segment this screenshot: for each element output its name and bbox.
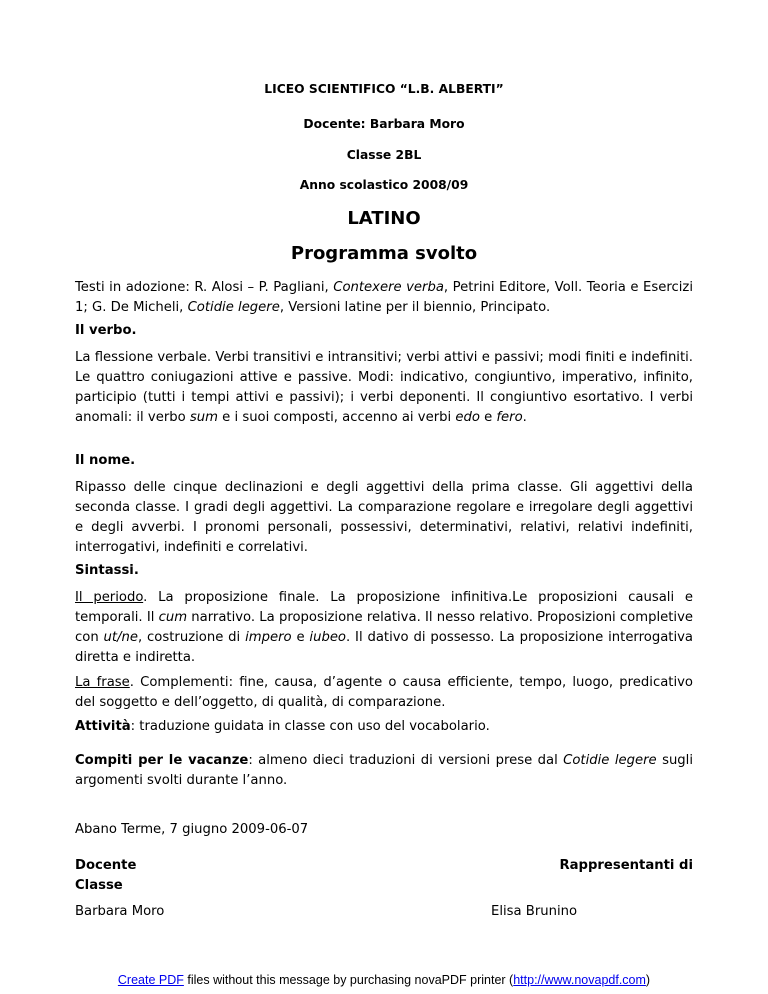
- frase-paragraph: [75, 673, 693, 713]
- school-year-line: Anno scolastico 2008/09: [299, 178, 469, 192]
- nome-heading: Il nome.: [75, 453, 136, 468]
- periodo-text-4: e: [291, 630, 310, 645]
- footer-text: files without this message by purchasing novaPDF printer (: [183, 973, 514, 987]
- verbo-text-3: e: [479, 410, 497, 425]
- teacher-line: Docente: Barbara Moro: [303, 117, 465, 131]
- textbooks-text-1: Testi in adozione: R. Alosi – P. Pagliani,: [75, 280, 334, 295]
- attivita-paragraph: [75, 717, 693, 737]
- docente-name: Barbara Moro: [75, 904, 165, 919]
- periodo-paragraph: [75, 588, 693, 668]
- attivita-label: Attività: [75, 719, 131, 734]
- sintassi-heading: Sintassi.: [75, 563, 139, 578]
- frase-label: La frase: [75, 675, 130, 690]
- place-date: Abano Terme, 7 giugno 2009-06-07: [75, 822, 309, 837]
- textbooks-text-3: , Versioni latine per il biennio, Principato.: [279, 300, 551, 315]
- periodo-text-5: . Il dativo di possesso. La proposizione interrogativa diretta e indiretta.: [75, 630, 693, 665]
- rappresentanti-label: Rappresentanti di: [559, 858, 693, 873]
- compiti-italic: Cotidie legere: [563, 753, 657, 768]
- verbo-text-2: e i suoi composti, accenno ai verbi: [217, 410, 456, 425]
- nome-text: Ripasso delle cinque declinazioni e degli aggettivi della prima classe. Gli aggettivi della seconda classe. I gradi degli aggettivi. La comparazione regolare e irregolare degli aggettivi e degli avverbi. I pronomi personali, possessivi, determinativi, relativi, relativi indefiniti, interrogativi, indefiniti e correlativi.: [75, 480, 693, 555]
- periodo-impero: impero: [245, 630, 292, 645]
- class-line: Classe 2BL: [346, 148, 422, 162]
- subject-title: LATINO: [347, 208, 421, 229]
- verbo-text-4: .: [522, 410, 527, 425]
- program-title: Programma svolto: [290, 243, 478, 264]
- textbooks-text-2: , Petrini Editore, Voll. Teoria e Esercizi 1; G. De Micheli,: [75, 280, 693, 315]
- verbo-edo: edo: [455, 410, 480, 425]
- textbooks-paragraph: [75, 278, 693, 318]
- verbo-fero: fero: [496, 410, 523, 425]
- docente-label: [75, 856, 136, 896]
- docente-label-line-1: Docente: [75, 858, 137, 873]
- periodo-iubeo: iubeo: [309, 630, 346, 645]
- nome-paragraph: [75, 478, 693, 558]
- compiti-paragraph: [75, 751, 693, 791]
- rappresentante-name: Elisa Brunino: [491, 904, 578, 919]
- periodo-text-2: narrativo. La proposizione relativa. Il nesso relativo. Proposizioni completive con: [75, 610, 693, 645]
- create-pdf-link[interactable]: Create PDF: [117, 973, 184, 987]
- periodo-utne: ut/ne: [103, 630, 138, 645]
- periodo-cum: cum: [158, 610, 188, 625]
- novapdf-link[interactable]: http://www.novapdf.com: [513, 973, 646, 987]
- verbo-text-1: La flessione verbale. Verbi transitivi e intransitivi; verbi attivi e passivi; modi finiti e indefiniti. Le quattro coniugazioni attive e passive. Modi: indicativo, congiuntivo, imperativo, infinito, participio (tutti i tempi attivi e passivi); i verbi deponenti. Il congiuntivo esortativo. I verbi anomali: il verbo: [75, 350, 693, 425]
- compiti-text-2: sugli argomenti svolti durante l’anno.: [75, 753, 693, 788]
- textbook-title-1: Contexere verba: [333, 280, 444, 295]
- attivita-text: : traduzione guidata in classe con uso del vocabolario.: [130, 719, 490, 734]
- docente-label-line-2: Classe: [75, 878, 123, 893]
- verbo-heading: Il verbo.: [75, 323, 137, 338]
- verbo-sum: sum: [189, 410, 218, 425]
- periodo-label: Il periodo: [75, 590, 144, 605]
- periodo-text-3: , costruzione di: [138, 630, 246, 645]
- pdf-footer: [0, 973, 768, 987]
- school-name: LICEO SCIENTIFICO “L.B. ALBERTI”: [264, 82, 504, 96]
- textbook-title-2: Cotidie legere: [187, 300, 280, 315]
- frase-text: . Complementi: fine, causa, d’agente o causa efficiente, tempo, luogo, predicativo del soggetto e dell’oggetto, di qualità, di comparazione.: [75, 675, 693, 710]
- compiti-text-1: : almeno dieci traduzioni di versioni prese dal: [248, 753, 564, 768]
- verbo-paragraph: [75, 348, 693, 428]
- compiti-label: Compiti per le vacanze: [75, 753, 249, 768]
- periodo-text-1: . La proposizione finale. La proposizione infinitiva.Le proposizioni causali e temporali. Il: [75, 590, 693, 625]
- footer-end: ): [645, 973, 651, 987]
